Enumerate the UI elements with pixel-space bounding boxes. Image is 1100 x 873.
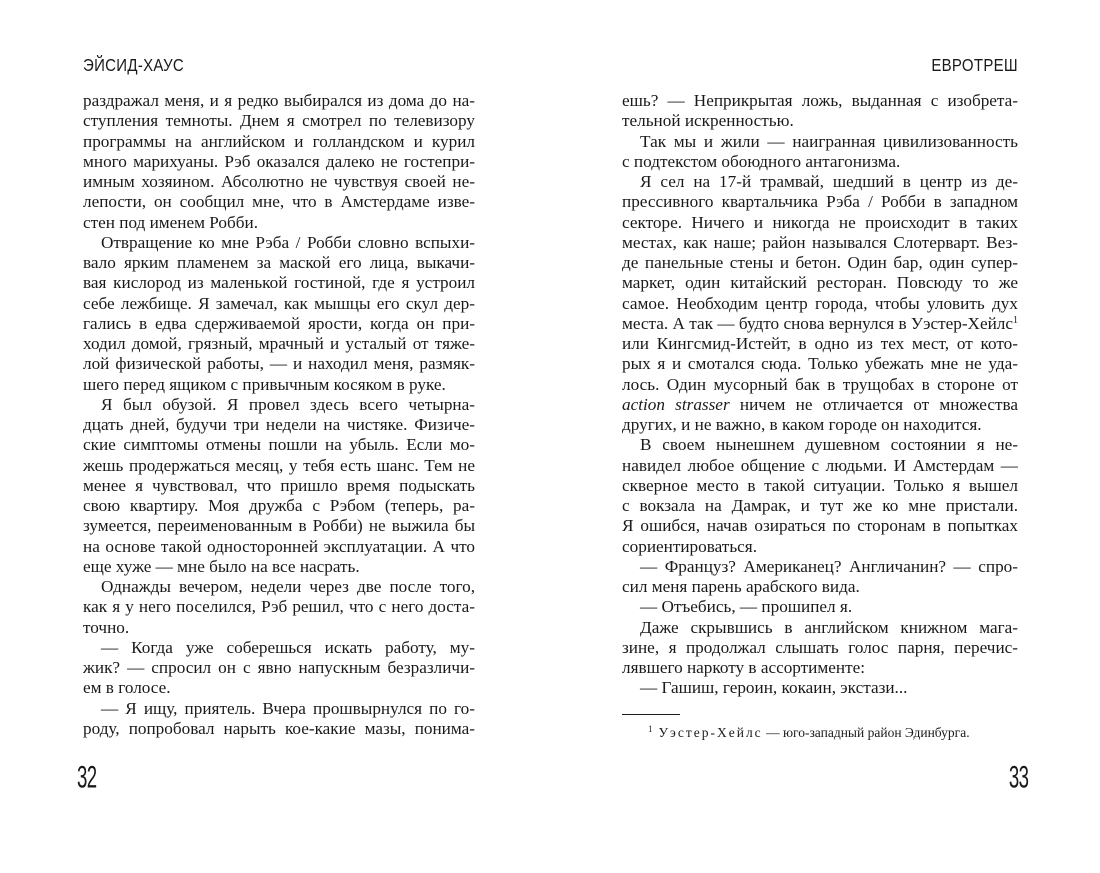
text-line xyxy=(83,132,475,152)
text-line-content: менее я чувствовал, что пришло время подыскать xyxy=(83,475,475,495)
text-line-content: на основе такой односторонней эксплуатации. А что xyxy=(83,536,475,556)
text-line-content: ем в голосе. xyxy=(83,678,171,698)
text-line xyxy=(622,91,1018,111)
page-number-right: 33 xyxy=(1008,760,1028,795)
text-line-content: — Я ищу, приятель. Вчера прошвырнулся по го- xyxy=(101,698,475,718)
text-line-content: раздражал меня, и я редко выбирался из дома до на- xyxy=(83,91,475,110)
text-line-content: жешь продержаться месяц, у тебя есть шанс. Тем не xyxy=(83,455,475,475)
text-line-content: секторе. Ничего и никогда не происходит в таких xyxy=(622,212,1018,232)
text-line-content: — Француз? Американец? Англичанин? — спро- xyxy=(640,556,1018,576)
text-line xyxy=(622,476,1018,496)
running-header-right: ЕВРОТРЕШ xyxy=(931,56,1018,76)
text-line-content: — Когда уже соберешься искать работу, му- xyxy=(101,637,475,657)
left-page-body xyxy=(83,91,475,739)
text-line xyxy=(622,111,1018,131)
text-line-content: лой физической работы, — и находил меня, размяк- xyxy=(83,354,475,374)
running-header-left: ЭЙСИД-ХАУС xyxy=(83,56,185,76)
text-line xyxy=(83,638,475,658)
text-line xyxy=(622,597,1018,617)
text-line xyxy=(83,476,475,496)
text-line xyxy=(83,273,475,293)
text-line-content: гались в едва сдерживаемой ярости, когда он при- xyxy=(83,313,475,333)
text-line-content: — Отъебись, — прошипел я. xyxy=(640,597,853,617)
text-line xyxy=(83,354,475,374)
text-line-content: с подтекстом обоюдного антагонизма. xyxy=(622,151,901,171)
text-line-content: дцать дней, будучи три недели на чистяке. Физиче- xyxy=(83,415,475,434)
text-line xyxy=(622,172,1018,192)
text-line xyxy=(622,233,1018,253)
text-line-content: имным хозяином. Абсолютно не чувствуя своей не- xyxy=(83,172,475,191)
text-line xyxy=(622,152,1018,172)
text-line xyxy=(83,557,475,577)
text-line xyxy=(83,213,475,233)
text-line xyxy=(622,132,1018,152)
text-line-content: вало ярким пламенем за маской его лица, выкачи- xyxy=(83,253,475,272)
text-line xyxy=(83,597,475,617)
page-number-left: 32 xyxy=(77,760,97,795)
text-line xyxy=(622,294,1018,314)
text-line xyxy=(83,172,475,192)
text-line xyxy=(83,577,475,597)
text-line-content: ешь? — Неприкрытая ложь, выданная с изобрета- xyxy=(622,91,1018,110)
text-line xyxy=(83,516,475,536)
text-line xyxy=(622,618,1018,638)
text-line-content: де панельные стены и бетон. Один бар, один супер- xyxy=(622,253,1018,272)
text-line xyxy=(83,375,475,395)
text-line-content: зине, я продолжал слышать голос парня, перечис- xyxy=(622,637,1018,657)
text-line xyxy=(83,658,475,678)
text-line xyxy=(622,577,1018,597)
text-line xyxy=(622,253,1018,273)
text-line-content: Отвращение ко мне Рэба / Робби словно вспыхи- xyxy=(101,232,475,252)
text-line xyxy=(622,334,1018,354)
footnote-rule xyxy=(622,714,680,715)
text-line-content: зумеется, переименованным в Робби) не выжила бы xyxy=(83,516,475,536)
text-line-content: Я сел на 17-й трамвай, шедший в центр из де- xyxy=(640,172,1018,191)
text-line xyxy=(83,415,475,435)
text-line xyxy=(622,658,1018,678)
text-line-content: — Гашиш, героин, кокаин, экстази... xyxy=(640,678,908,698)
text-line-content: роду, попробовал нарыть кое-какие мазы, понима- xyxy=(83,718,475,738)
text-line xyxy=(622,638,1018,658)
text-line-content: много марихуаны. Рэб оказался далеко не гостепри- xyxy=(83,151,475,171)
text-line-content: прессивного квартальчика Рэба / Робби в западном xyxy=(622,192,1018,212)
text-line xyxy=(83,699,475,719)
right-page-body xyxy=(622,91,1018,699)
text-line-content: лявшего наркоту в ассортименте: xyxy=(622,658,865,677)
text-line xyxy=(622,435,1018,455)
text-line-content: или Кингсмид-Истейт, в одно из тех мест, от кото- xyxy=(622,334,1018,353)
text-line-content: В своем нынешнем душевном состоянии я не- xyxy=(640,435,1018,455)
text-line xyxy=(83,192,475,212)
footnote xyxy=(648,720,970,742)
text-line xyxy=(83,253,475,273)
text-line xyxy=(622,537,1018,557)
text-line-content: места. А так — будто снова вернулся в Уэстер-Хейлс xyxy=(622,313,1013,333)
text-line xyxy=(622,375,1018,395)
text-line-content: точно. xyxy=(83,617,130,637)
text-line-content: ходил домой, грязный, мрачный и усталый от тяже- xyxy=(83,334,475,353)
text-line xyxy=(622,516,1018,536)
right-page xyxy=(550,0,1100,873)
text-line-content: навидел любое общение с людьми. И Амстердам — xyxy=(622,455,1018,475)
text-line-content: еще хуже — мне было на все насрать. xyxy=(83,556,360,576)
footnote-term: Уэстер-Хейлс xyxy=(658,725,763,740)
footnote-text: — юго-западный район Эдинбурга. xyxy=(766,725,970,740)
text-line-content: лепости, он сообщил мне, что в Амстердаме изве- xyxy=(83,192,475,212)
text-line xyxy=(622,415,1018,435)
text-line xyxy=(83,334,475,354)
text-line xyxy=(622,273,1018,293)
text-line xyxy=(622,213,1018,233)
text-line xyxy=(622,314,1018,334)
text-line xyxy=(83,111,475,131)
text-line xyxy=(622,496,1018,516)
text-line-content: лось. Один мусорный бак в трущобах в стороне от xyxy=(622,374,1018,394)
text-line-content: свою квартиру. Моя дружба с Рэбом (теперь, ра- xyxy=(83,496,475,515)
text-line xyxy=(83,314,475,334)
text-line xyxy=(622,192,1018,212)
text-line xyxy=(622,456,1018,476)
text-line xyxy=(622,557,1018,577)
text-line-content: вая кислород из маленькой гостиной, где я устроил xyxy=(83,273,475,293)
text-line xyxy=(83,678,475,698)
text-line xyxy=(83,618,475,638)
text-line xyxy=(83,496,475,516)
text-line xyxy=(622,395,1018,415)
text-line xyxy=(622,678,1018,698)
text-line xyxy=(83,719,475,739)
text-line-content: сил меня парень арабского вида. xyxy=(622,577,860,596)
text-line-content: стен под именем Робби. xyxy=(83,212,259,232)
text-line-content: самое. Необходим центр города, чтобы уловить дух xyxy=(622,293,1018,313)
text-line xyxy=(83,435,475,455)
text-line-content: ступления темноты. Днем я смотрел по телевизору xyxy=(83,111,475,131)
text-line-content: Однажды вечером, недели через две после того, xyxy=(101,577,475,596)
italic-term: action strasser xyxy=(622,394,730,414)
text-line xyxy=(83,152,475,172)
footnote-reference: 1 xyxy=(1013,314,1018,326)
footnote-mark: 1 xyxy=(648,724,653,734)
text-line-content: маркет, один китайский ресторан. Повсюду то же xyxy=(622,273,1018,293)
text-line-content: ничем не отличается от множества xyxy=(739,394,1019,414)
text-line-content: как я у него поселился, Рэб решил, что с него доста- xyxy=(83,597,475,617)
text-line-content: скверное место в такой ситуации. Только я вышел xyxy=(622,475,1018,495)
text-line-content: рых я и смотался сюда. Только убежать мне не уда- xyxy=(622,354,1018,374)
text-line-content: с вокзала на Дамрак, и тут же ко мне пристали. xyxy=(622,496,1018,515)
text-line-content: программы на английском и голландском и курил xyxy=(83,131,475,151)
text-line-content: жик? — спросил он с явно напускным безразличи- xyxy=(83,658,475,677)
text-line xyxy=(83,537,475,557)
text-line xyxy=(83,233,475,253)
text-line-content: Я был обузой. Я провел здесь всего четырна- xyxy=(101,394,475,414)
text-line-content: тельной искренностью. xyxy=(622,111,794,131)
text-line xyxy=(83,91,475,111)
text-line-content: сориентироваться. xyxy=(622,536,757,556)
text-line xyxy=(622,354,1018,374)
text-line-content: Даже скрывшись в английском книжном мага- xyxy=(640,617,1018,637)
text-line-content: себе лежбище. Я замечал, как мышцы его скул дер- xyxy=(83,293,475,313)
text-line-content: местах, как наше; район назывался Слотерварт. Вез- xyxy=(622,232,1018,252)
text-line xyxy=(83,456,475,476)
text-line-content: шего перед ящиком с привычным косяком в руке. xyxy=(83,374,446,394)
text-line xyxy=(83,395,475,415)
text-line-content: Я ошибся, начав озираться по сторонам в попытках xyxy=(622,516,1018,536)
text-line-content: ские симптомы отмены пошли на убыль. Если мо- xyxy=(83,435,475,455)
text-line xyxy=(83,294,475,314)
text-line-content: других, и не важно, в каком городе он находится. xyxy=(622,415,982,434)
text-line-content: Так мы и жили — наигранная цивилизованность xyxy=(640,131,1018,151)
